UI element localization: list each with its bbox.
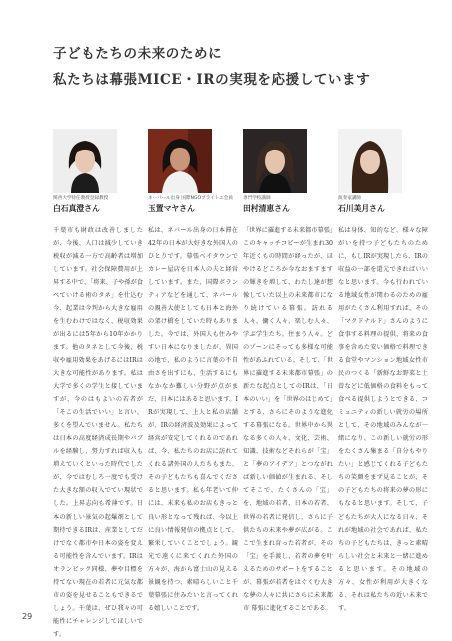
profile-name: 田村清恵さん xyxy=(243,203,290,213)
profile-body-text: 千葉市も財政は改善しましたが、今後、人口は減少していき税収が減る一方で高齢者は増加しています。社会保障費用が上昇する中で、「将来、子や孫が食べていける術のタネ」を仕込む今、起業は今判から大きな雇用を生むわけではなく、税収効果が出るには5年から10年かかります。他のタネとして今後、税収や雇用効果をあげるにはIRは大きな可能性があります。私は大学で多くの学生と接していますが、今のはもよいの若者が「そこの生活でいい」と言い、多くを望んでいません。私たちは日本の高度経済成長期やバブルを経験し、努力すれば収入も増えていくといった時代でしたが、今ではむしろ一度でも受けた大きな額の収入でてい現状でした。上昇志向も希薄です。日本の新しい景気の起爆剤として期待できるIRは、産業としてだけでなく都市や日本の姿を変える可能性を含んでいます。IRはオランピック同様、夢や目標を持てない現在の若者に元気な都市の姿を見せることもできるでしょう。千葉は、ぜひ我々の可能性にチャレンジしてほしいです。 xyxy=(53,226,143,638)
woman-portrait-4-icon xyxy=(338,129,402,193)
page-title xyxy=(53,41,433,93)
page-number: 29 xyxy=(22,612,33,621)
woman-portrait-1-icon xyxy=(53,129,117,193)
title-line-1: 子どもたちの未来のために xyxy=(53,46,223,62)
portrait-photo-2 xyxy=(148,129,212,193)
profile-caption: 関西大学特任教授登録教授 xyxy=(53,196,109,201)
woman-portrait-3-icon xyxy=(243,129,307,193)
profile-caption: 専門学校講師 xyxy=(243,196,271,201)
profile-caption: ネーパール出身 国際NGOブライトエ会員 xyxy=(148,196,233,201)
portrait-photo-3 xyxy=(243,129,307,193)
profile-name: 石川美月さん xyxy=(338,203,385,213)
profile-column-1 xyxy=(53,129,143,638)
profile-body-text: 私は、ネパール出身の日本滞在42年の日本が大好きな外国人のひとりです。幕張ベイタウンでカレー屋店を日本人の夫と経営しています。また、国際ボランティアなどを通して、ネパールの親善大使としても日本と海外の架け橋をしていた時もありました。今では、外国人も住みやすい日本になりましたが、異国の地で、私のように言葉の不自由さを出すにも、生活するにもなかなか難しい分野が点がまだ、日本にはあると思います。IRが実現して、上人と私の店舗が、IRの経済波及効果によって経営が安定してくれるのであれば、今、私たちのお店に訪れてくれる諸外国の人たちもまた、その子どもたちも喜んでくださると思います。私も年老いて仲には、未来も私のお店もきっと良い形となって残れば、今以上に良い情報発信の拠点として、繁栄していくことでしょう。観光で遠くに来てくれた外国の方々が、海から富士山の見える景観を持つ、素晴らしいこと千葉幕張に住みたいと言ってくれる嬉しいことです。 xyxy=(148,226,238,612)
profile-column-2 xyxy=(148,129,238,615)
woman-portrait-2-icon xyxy=(148,129,212,193)
profile-name: 白石真澄さん xyxy=(53,203,100,213)
profile-body-text: 「世界に羅進する未来都市幕張」このキャッチコピーが生まれ30年近くもの時間が経ったが、ほやけるどころか今なおますますの輝きを増して、わたし達が想像していた以上の未来都市になり続けている幕張。訪れる人々、働く人々、楽しむ人々、学ぶ学生たち。住まう人々。どのゾーンにそっても多様な可能性があふれている。そして、「世界に羅進する未来都市幕張」の新たな起点としてのIRは、「日本のいい」を「世界のはじめて」とする、さらにそのような進化する幕張になる。世界中から異なる多くの人々、文化、芸術、知識、技術などそれらが「宝」と「夢のアイデア」とつながれば新しい価値が生まれる、そしてそこで、たくさんの「宝」を、地域の若者、日本の若者、世界の若者に発信し、さらに子供たちの未来や夢が広がる。ここで生まれ育った若者が、その「宝」を手渡し、若者の夢を叶えるためのサポートをすることが、幕張が若者をはぐくむ大きな夢の人々に共にさらに未来都市 幕張に進化することである。 xyxy=(243,226,333,612)
profile-caption: 演奏家講師 xyxy=(338,196,361,201)
title-line-2: 私たちは幕張MICE・IRの実現を応援しています xyxy=(53,72,371,88)
profile-column-4 xyxy=(338,129,428,615)
profile-name: 玉置マヤさん xyxy=(148,203,195,213)
profile-body-text: 私は身体、知的など、様々な障がいを持つ子どもたちのために、もしIRが実現したら、IRの収益の一部を還元できればいいなと思います。今も行われている地域女性が関わるのための雇用がたくさん利用すれば、その「マクドナルド」さんのように食事する料理の提供、将来の食事を含めた安い価格で料理できる食堂やマンション地域女性市民のつくる「新鮮なお野菜と土曽などに低価格の食料をもって食べる提供しようとできる、コミュニティの新しい就労の場所として、その地域のみんなが一緒になり、この新しい就労の形をたくさん集まる「自分もやりたい」と感じてくれる子どもたちの笑顔をまず見ることが、その子どもたちの将来の夢の形にもなると思います。そして、子どもたちが大人になる日々、それが地域の社会であれば、私たちの子どもたちは、きっと素晴らしい社会と未来と一緒に進めると思います。その地域の方々、女性が利用が大きくなる、それは私たちの近い未来です。 xyxy=(338,226,428,612)
profile-column-3 xyxy=(243,129,333,615)
portrait-photo-1 xyxy=(53,129,117,193)
portrait-photo-4 xyxy=(338,129,402,193)
